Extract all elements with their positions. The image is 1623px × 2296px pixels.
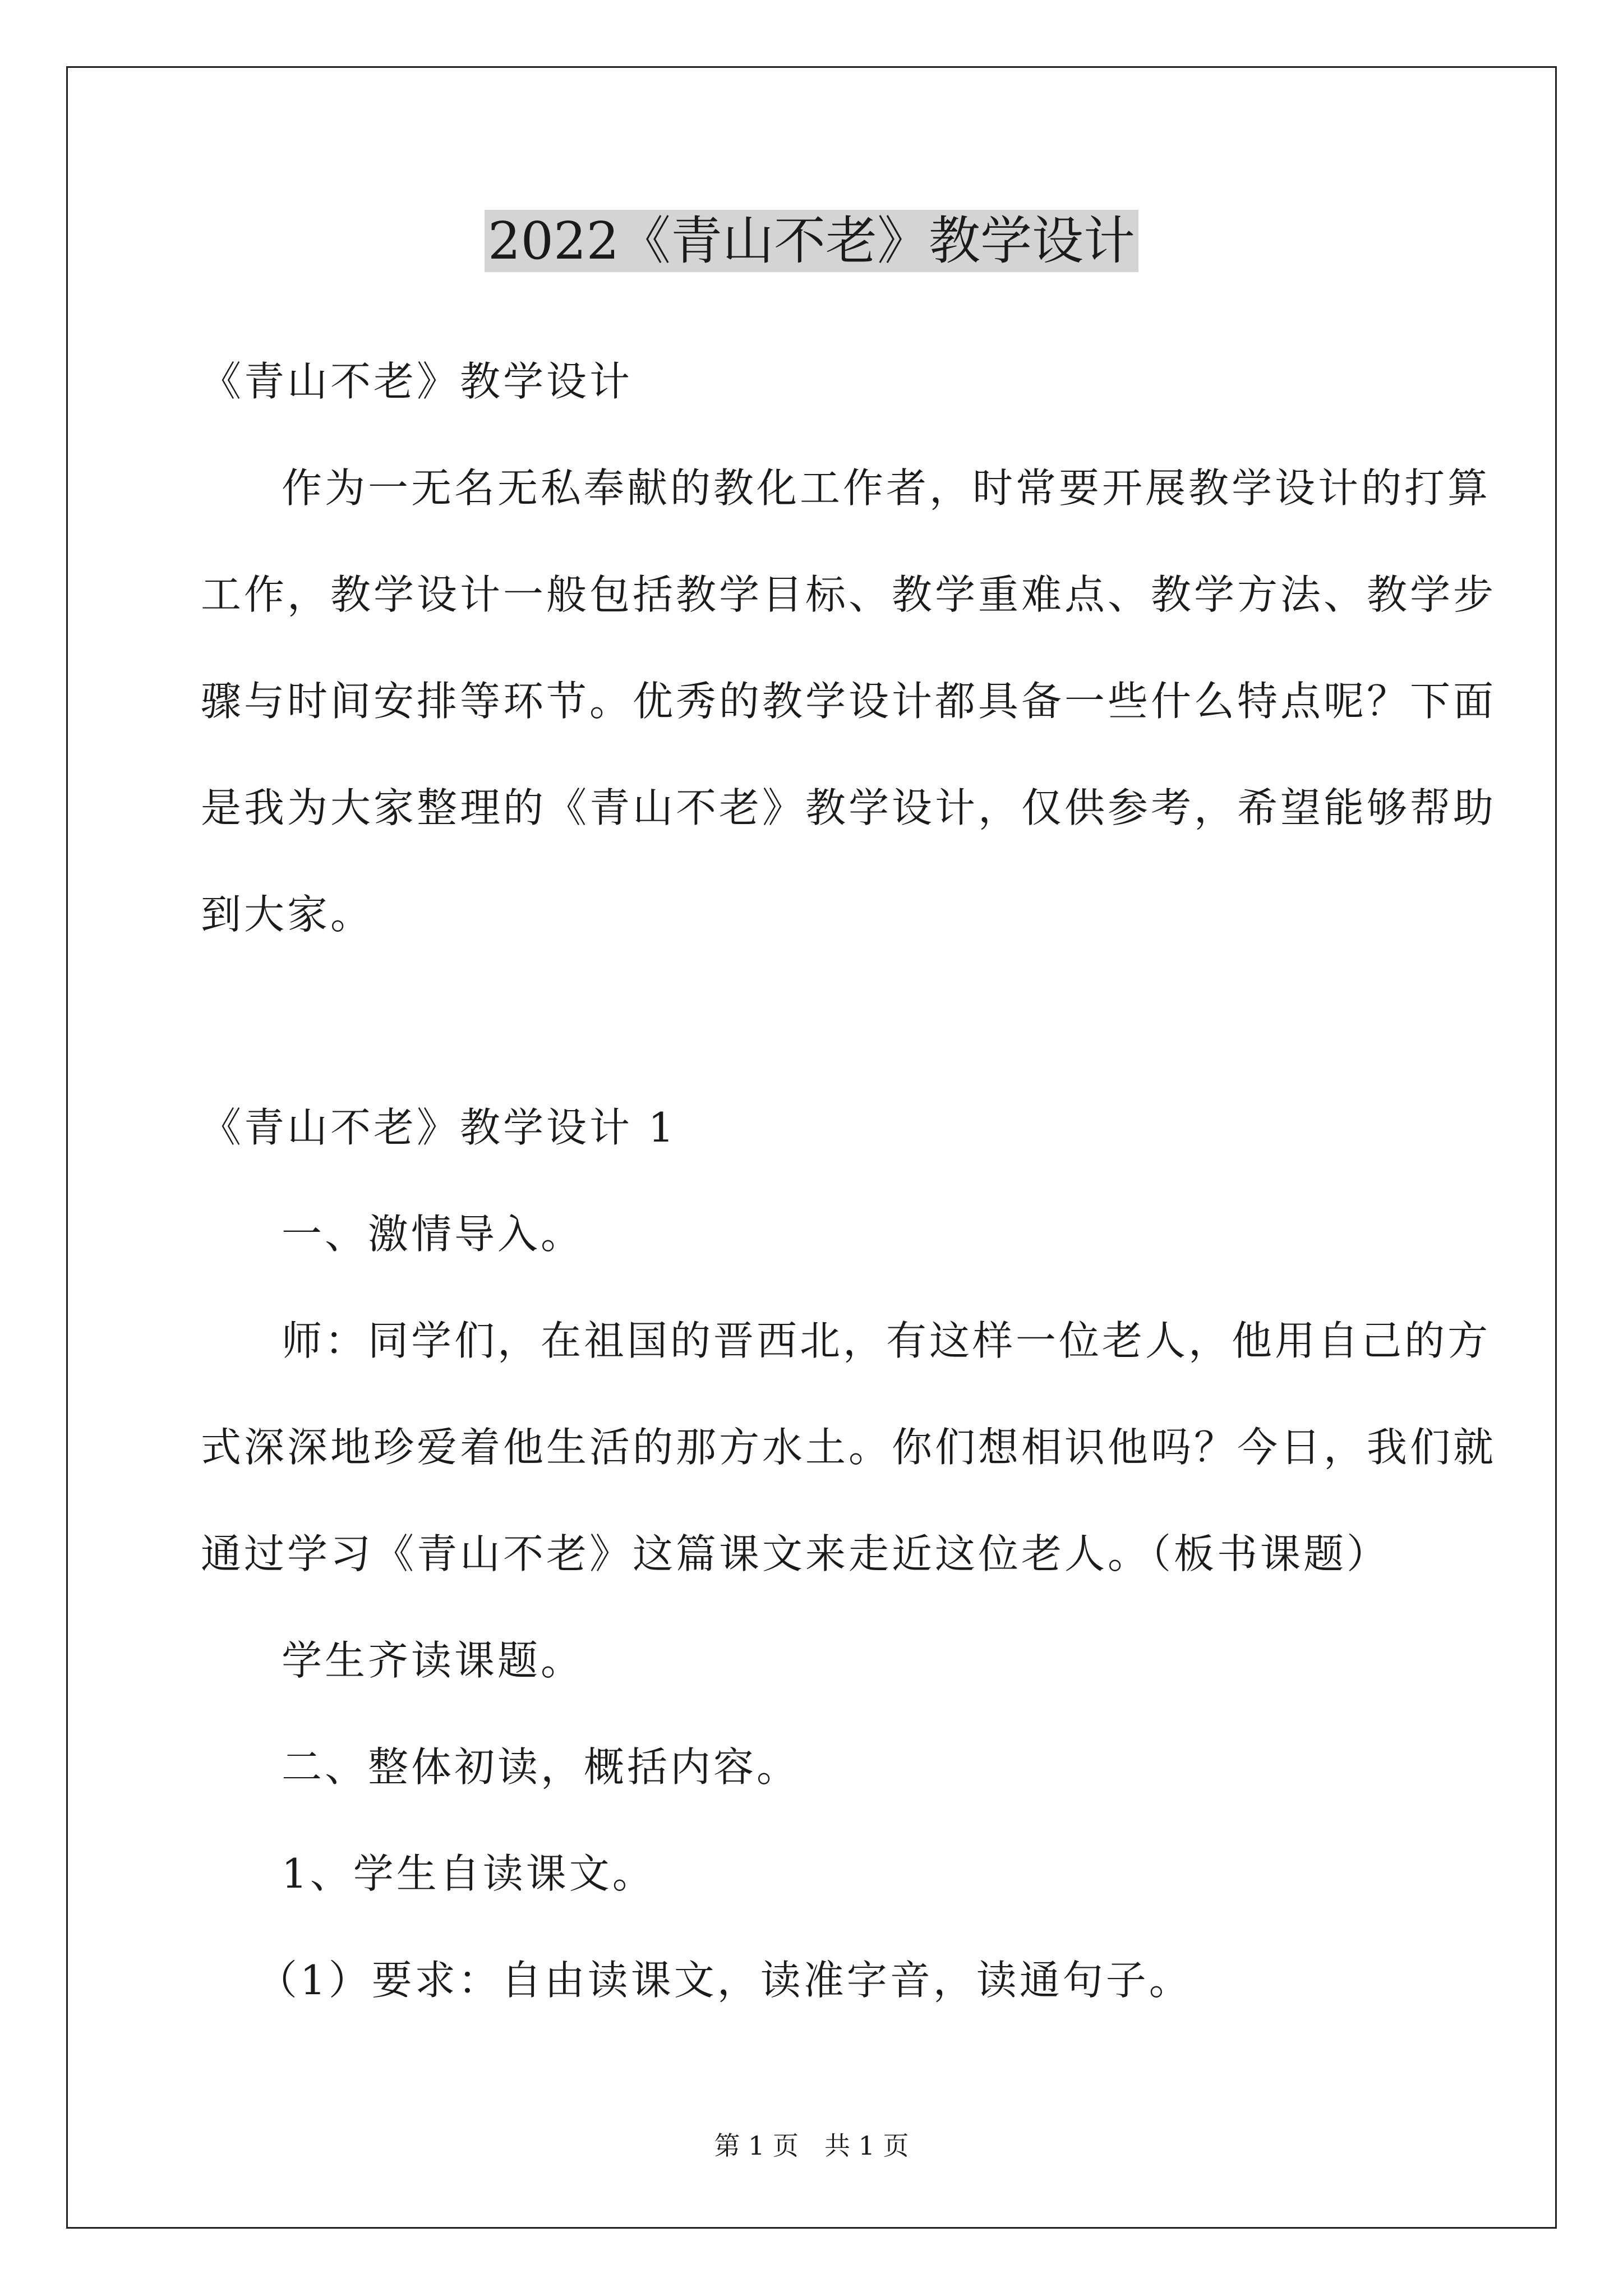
step-one-heading: 一、激情导入。 (282, 1211, 584, 1258)
intro-line-5: 到大家。 (201, 891, 374, 938)
page-footer: 第 1 页 共 1 页 (714, 2131, 909, 2161)
item-one: 1、学生自读课文。 (282, 1850, 656, 1897)
teacher-line-2: 式深深地珍爱着他生活的那方水土。你们想相识他吗？今日，我们就 (201, 1424, 1497, 1471)
teacher-line-1: 师：同学们，在祖国的晋西北，有这样一位老人，他用自己的方 (282, 1317, 1491, 1364)
teacher-line-3: 通过学习《青山不老》这篇课文来走近这位老人。（板书课题） (201, 1530, 1390, 1577)
subtitle: 《青山不老》教学设计 (201, 358, 633, 405)
intro-line-2: 工作，教学设计一般包括教学目标、教学重难点、教学方法、教学步 (201, 571, 1497, 618)
section-heading: 《青山不老》教学设计 1 (201, 1104, 677, 1151)
intro-line-1: 作为一无名无私奉献的教化工作者，时常要开展教学设计的打算 (282, 464, 1491, 512)
document-title (0, 202, 1623, 280)
students-read: 学生齐读课题。 (282, 1637, 584, 1684)
document-title-text: 2022《青山不老》教学设计 (485, 210, 1138, 272)
intro-line-3: 骤与时间安排等环节。优秀的教学设计都具备一些什么特点呢？下面 (201, 678, 1497, 725)
intro-line-4: 是我为大家整理的《青山不老》教学设计，仅供参考，希望能够帮助 (201, 784, 1497, 831)
requirement: （1）要求：自由读课文，读准字音，读通句子。 (257, 1957, 1192, 2004)
step-two-heading: 二、整体初读，概括内容。 (282, 1743, 800, 1791)
